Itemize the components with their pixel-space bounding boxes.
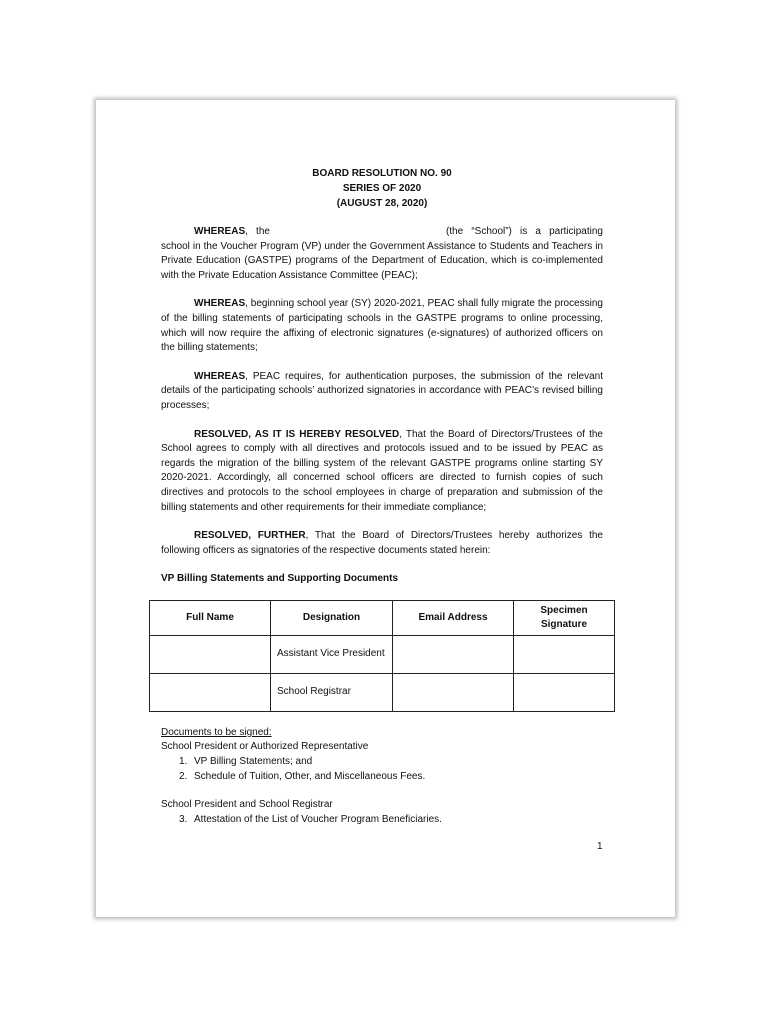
whereas-paragraph-2 <box>161 297 603 355</box>
header-designation: Designation <box>271 600 393 635</box>
table-row <box>150 635 615 673</box>
paragraph-lead: WHEREAS <box>194 298 246 310</box>
group-1-list <box>161 755 603 784</box>
paragraph-lead: WHEREAS <box>194 370 246 382</box>
list-item-number: 1. <box>179 756 188 768</box>
paragraph-lead: RESOLVED, AS IT IS HEREBY RESOLVED <box>194 428 400 440</box>
whereas-paragraph-1 <box>161 225 603 283</box>
full-name-cell <box>150 673 271 711</box>
signature-cell <box>514 635 615 673</box>
paragraph-lead: RESOLVED, FURTHER <box>194 530 306 542</box>
paragraph-text: , beginning school year (SY) 2020-2021, PEAC shall fully migrate the processing of the billing statements of participating schools in the GASTPE programs to online processing, which will now require the affixing of electronic signatures (e-signatures) of authorized officers on the billing statements; <box>161 298 603 354</box>
whereas-paragraph-3 <box>161 370 603 414</box>
designation-cell: School Registrar <box>271 673 393 711</box>
list-item <box>179 755 603 770</box>
resolved-paragraph-2 <box>161 529 603 558</box>
email-cell <box>393 673 514 711</box>
email-cell <box>393 635 514 673</box>
paragraph-text: , That the Board of Directors/Trustees hereby authorizes the following officers as signatories of the respective documents stated herein: <box>161 530 603 556</box>
full-name-cell <box>150 635 271 673</box>
group-2-list <box>161 813 603 828</box>
title-line-3: (AUGUST 28, 2020) <box>336 198 428 209</box>
list-item-text: VP Billing Statements; and <box>194 756 313 768</box>
signature-cell <box>514 673 615 711</box>
list-item <box>179 813 603 828</box>
document-content <box>161 166 603 827</box>
header-specimen-signature: Specimen Signature <box>514 600 615 635</box>
documents-heading: Documents to be signed: <box>161 726 272 738</box>
section-heading: VP Billing Statements and Supporting Documents <box>161 573 399 585</box>
document-page <box>96 100 675 917</box>
table-header-row <box>150 600 615 635</box>
table-row <box>150 673 615 711</box>
paragraph-text: , That the Board of Directors/Trustees of the School agrees to comply with all directives and protocols issued and to be issued by PEAC as regards the migration of the billing system of the relevant GASTPE programs online starting SY 2020-2021. Accordingly, all concerned school officers are directed to furnish copies of such directives and protocols to the school employees in charge of preparation and submission of the billing statements and other requirements for their immediate compliance; <box>161 428 603 513</box>
list-item-number: 2. <box>179 770 188 782</box>
title-line-1: BOARD RESOLUTION NO. 90 <box>312 168 452 179</box>
paragraph-lead: WHEREAS <box>194 226 246 237</box>
list-item-text: Attestation of the List of Voucher Program Beneficiaries. <box>194 813 442 825</box>
title-line-2: SERIES OF 2020 <box>342 183 422 194</box>
header-full-name: Full Name <box>150 600 271 635</box>
list-item-number: 3. <box>179 813 188 825</box>
header-email-address: Email Address <box>393 600 514 635</box>
group-2-title: School President and School Registrar <box>161 799 333 811</box>
resolved-paragraph-1 <box>161 428 603 516</box>
paragraph-text: , the <box>245 226 270 237</box>
group-1-title: School President or Authorized Representative <box>161 741 369 753</box>
designation-cell: Assistant Vice President <box>271 635 393 673</box>
list-item-text: Schedule of Tuition, Other, and Miscellaneous Fees. <box>194 770 426 782</box>
list-item <box>179 770 603 785</box>
paragraph-text: , PEAC requires, for authentication purposes, the submission of the relevant details of the participating schools’ authorized signatories in accordance with PEAC’s revised billing processes; <box>161 370 603 411</box>
page-number: 1 <box>597 841 603 852</box>
signatories-table <box>149 600 615 712</box>
paragraph-text: (the “School”) is a participating school in the Voucher Program (VP) under the Government Assistance to Students and Teachers in Private Education (GASTPE) programs of the Department of Education, which is co-implemented with the Private Education Assistance Committee (PEAC); <box>161 226 603 281</box>
resolution-title <box>161 166 603 211</box>
